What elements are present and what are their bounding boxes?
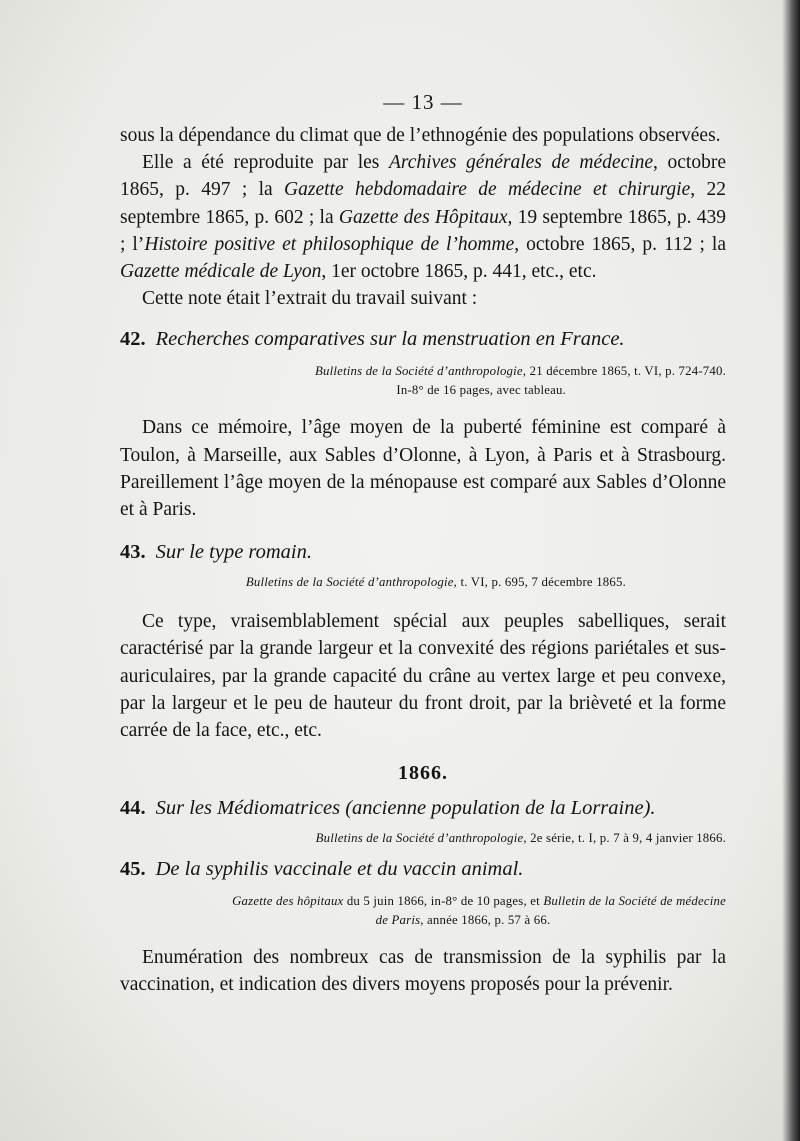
intro-paragraph	[120, 149, 726, 285]
entry-44-reference	[120, 829, 726, 848]
text-run: , 19 septembre 1865, p. 439 ; l’	[120, 206, 726, 255]
entry-number: 43.	[120, 541, 146, 564]
page-number: — 13 —	[383, 90, 463, 114]
intro-closing: Cette note était l’extrait du travail suivant :	[142, 288, 478, 310]
reference-journal: Bulletins de la Société d’anthropologie	[245, 575, 454, 590]
reference-journal: Bulletins de la Société d’anthropologie	[315, 364, 523, 379]
entry-45-heading	[120, 856, 726, 882]
entry-44-heading	[120, 795, 726, 821]
entry-43-summary: Ce type, vraisemblablement spécial aux peuples sabelliques, serait caractérisé par la grande largeur et la convexité des régions pariétales et sus-auriculaires, par la grande capacité du crâne au vertex large et peu convexe, par la largeur et le peu de hauteur du front droit, par la brièveté et la forme carrée de la face, etc., etc.	[120, 611, 726, 742]
text-column	[120, 90, 726, 999]
entry-number: 44.	[120, 797, 146, 820]
page-edge-shadow	[782, 0, 800, 1141]
journal-title: Archives générales de médecine	[388, 152, 654, 174]
entry-title: Recherches comparatives sur la menstruation en France.	[155, 328, 625, 351]
reference-journal: de Paris	[375, 913, 421, 928]
entry-number: 45.	[120, 858, 146, 881]
reference-detail: , 21 décembre 1865, t. VI, p. 724-740.	[522, 364, 726, 379]
text-run: , octobre 1865, p. 112 ; la	[514, 233, 726, 255]
journal-title: Gazette des Hôpitaux	[338, 206, 508, 228]
entry-43-heading	[120, 539, 726, 565]
text-run: , octobre 1865, p. 497 ; la	[120, 152, 726, 201]
entry-title: Sur le type romain.	[155, 541, 313, 564]
reference-detail: , année 1866, p. 57 à 66.	[420, 913, 551, 928]
entry-43-reference	[120, 573, 726, 592]
reference-journal: Bulletins de la Société d’anthropologie	[315, 831, 524, 846]
entry-45-summary: Enumération des nombreux cas de transmission de la syphilis par la vaccination, et indication des divers moyens proposés pour la prévenir.	[120, 947, 726, 996]
entry-42-reference	[120, 362, 726, 381]
entry-42-heading	[120, 326, 726, 352]
journal-title: Histoire positive et philosophique de l’homme	[144, 233, 515, 255]
entry-number: 42.	[120, 328, 146, 351]
entry-title: De la syphilis vaccinale et du vaccin animal.	[155, 858, 524, 881]
reference-detail: du 5 juin 1866, in-8° de 10 pages, et	[343, 894, 544, 909]
entry-45-reference-cont	[120, 911, 726, 930]
reference-detail: , 2e série, t. I, p. 7 à 9, 4 janvier 1866.	[523, 831, 726, 846]
reference-detail: , t. VI, p. 695, 7 décembre 1865.	[453, 575, 626, 590]
journal-title: Gazette hebdomadaire de médecine et chirurgie	[284, 179, 691, 201]
journal-title: Gazette médicale de Lyon	[120, 261, 322, 283]
reference-journal: Bulletin de la Société de médecine	[543, 894, 726, 909]
text-run: , 22 septembre 1865, p. 602 ; la	[120, 179, 726, 228]
entry-42-summary: Dans ce mémoire, l’âge moyen de la puberté féminine est comparé à Toulon, à Marseille, aux Sables d’Olonne, à Lyon, à Paris et à Strasbourg. Pareillement l’âge moyen de la ménopause est comparé aux Sables d’Olonne et à Paris.	[120, 417, 726, 521]
entry-title: Sur les Médiomatrices (ancienne population de la Lorraine).	[155, 797, 656, 820]
text-run: , 1er octobre 1865, p. 441, etc., etc.	[321, 261, 597, 283]
reference-journal: Gazette des hôpitaux	[232, 894, 344, 909]
intro-line: sous la dépendance du climat que de l’ethnogénie des populations observées.	[120, 125, 721, 146]
text-run: Elle a été reproduite par les	[142, 152, 389, 174]
entry-45-reference	[120, 892, 726, 911]
year-heading: 1866.	[398, 762, 448, 785]
entry-42-format: In-8° de 16 pages, avec tableau.	[396, 383, 566, 398]
